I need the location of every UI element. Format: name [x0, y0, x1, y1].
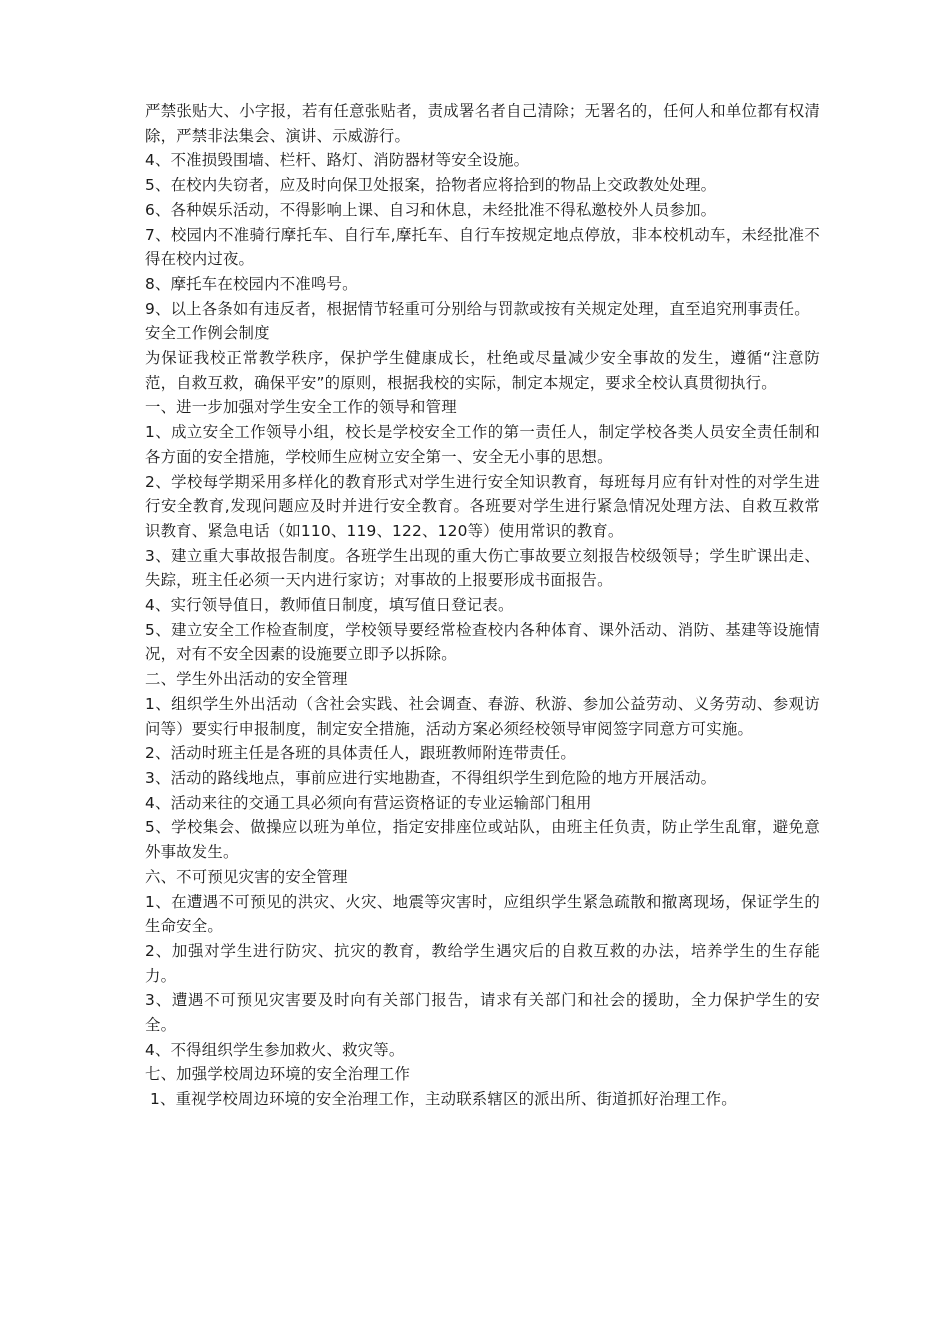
paragraph-s1-item-3: 3、建立重大事故报告制度。各班学生出现的重大伤亡事故要立刻报告校级领导；学生旷课出走、失踪，班主任必须一天内进行家访；对事故的上报要形成书面报告。	[145, 546, 820, 590]
paragraph-rule-9: 9、以上各条如有违反者，根据情节轻重可分别给与罚款或按有关规定处理，直至追究刑事责任。	[145, 299, 810, 318]
paragraph-s6-item-3: 3、遭遇不可预见灾害要及时向有关部门报告，请求有关部门和社会的援助，全力保护学生的安全。	[145, 991, 820, 1035]
paragraph-s7-item-1: 1、重视学校周边环境的安全治理工作，主动联系辖区的派出所、街道抓好治理工作。	[150, 1090, 737, 1109]
paragraph-s2-item-4: 4、活动来往的交通工具必须向有营运资格证的专业运输部门租用	[145, 793, 592, 812]
document-body	[145, 99, 820, 1112]
paragraph-s2-item-3: 3、活动的路线地点，事前应进行实地勘查，不得组织学生到危险的地方开展活动。	[145, 768, 717, 787]
paragraph-s6-item-2: 2、加强对学生进行防灾、抗灾的教育，教给学生遇灾后的自救互救的办法，培养学生的生存能力。	[145, 941, 820, 985]
paragraph-rule-6: 6、各种娱乐活动，不得影响上课、自习和休息，未经批准不得私邀校外人员参加。	[145, 200, 717, 219]
paragraph-s1-item-4: 4、实行领导值日，教师值日制度，填写值日登记表。	[145, 596, 514, 615]
paragraph-posting-rules: 严禁张贴大、小字报，若有任意张贴者，责成署名者自己清除；无署名的，任何人和单位都有权清除，严禁非法集会、演讲、示威游行。	[145, 102, 820, 145]
paragraph-rule-7: 7、校园内不准骑行摩托车、自行车,摩托车、自行车按规定地点停放，非本校机动车，未经批准不得在校内过夜。	[145, 225, 820, 269]
paragraph-s1-item-2: 2、学校每学期采用多样化的教育形式对学生进行安全知识教育，每班每月应有针对性的对学生进行安全教育,发现问题应及时并进行安全教育。各班要对学生进行紧急情况处理方法、自救互救常识教育、紧急电话（如110、119、122、120等）使用常识的教育。	[145, 472, 820, 540]
paragraph-s6-item-4: 4、不得组织学生参加救火、救灾等。	[145, 1040, 405, 1059]
section-heading-1: 一、进一步加强对学生安全工作的领导和管理	[145, 398, 457, 417]
paragraph-rule-8: 8、摩托车在校园内不准鸣号。	[145, 274, 358, 293]
paragraph-s2-item-1: 1、组织学生外出活动（含社会实践、社会调查、春游、秋游、参加公益劳动、义务劳动、参观访问等）要实行申报制度，制定安全措施，活动方案必须经校领导审阅签字同意方可实施。	[145, 694, 820, 738]
paragraph-s2-item-5: 5、学校集会、做操应以班为单位，指定安排座位或站队，由班主任负责，防止学生乱窜，避免意外事故发生。	[145, 818, 820, 862]
paragraph-s1-item-1: 1、成立安全工作领导小组，校长是学校安全工作的第一责任人，制定学校各类人员安全责任制和各方面的安全措施，学校师生应树立安全第一、安全无小事的思想。	[145, 423, 820, 466]
section-heading-2: 二、学生外出活动的安全管理	[145, 670, 348, 689]
paragraph-rule-4: 4、不准损毁围墙、栏杆、路灯、消防器材等安全设施。	[145, 151, 530, 170]
paragraph-s1-item-5: 5、建立安全工作检查制度，学校领导要经常检查校内各种体育、课外活动、消防、基建等设施情况，对有不安全因素的设施要立即予以拆除。	[145, 620, 820, 664]
paragraph-intro: 为保证我校正常教学秩序，保护学生健康成长，杜绝或尽量减少安全事故的发生，遵循“注意防范，自救互救，确保平安”的原则，根据我校的实际，制定本规定，要求全校认真贯彻执行。	[145, 349, 820, 392]
section-heading-7: 七、加强学校周边环境的安全治理工作	[145, 1065, 411, 1084]
paragraph-s6-item-1: 1、在遭遇不可预见的洪灾、火灾、地震等灾害时，应组织学生紧急疏散和撤离现场，保证学生的生命安全。	[145, 892, 820, 936]
paragraph-rule-5: 5、在校内失窃者，应及时向保卫处报案，拾物者应将拾到的物品上交政教处处理。	[145, 176, 717, 195]
section-title-meeting-system: 安全工作例会制度	[145, 324, 270, 343]
paragraph-s2-item-2: 2、活动时班主任是各班的具体责任人，跟班教师附连带责任。	[145, 744, 576, 763]
section-heading-6: 六、不可预见灾害的安全管理	[145, 867, 348, 886]
